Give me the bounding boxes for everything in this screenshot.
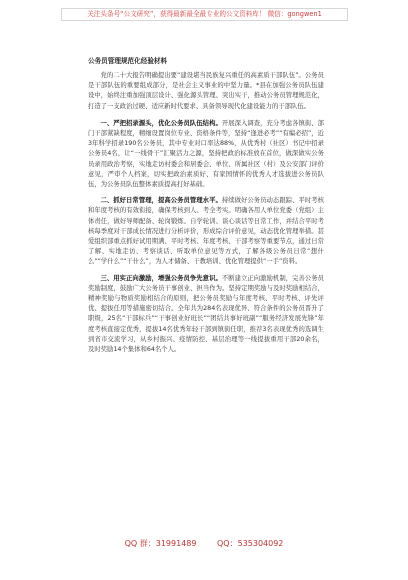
promo-banner-text[interactable]: 关注头条号“公文研究”，获得最新最全最专业的公文资料库！ 微信：gongwen1 [61, 8, 348, 21]
footer-qq-group: QQ 群：31991489 [124, 539, 197, 548]
footer-qq-number: QQ：535304092 [217, 539, 284, 548]
section-two-paragraph [88, 196, 324, 267]
document-title: 公务员管理规范化经验材料 [88, 57, 168, 65]
intro-paragraph-text: 党的二十大报告明确提出要“建设堪当民族复兴重任的高素质干部队伍”。公务员是干部队伍的重要组成部分，是社会主义事业的中坚力量。*县在加强公务员队伍建设中，始终注重加强顶层设计、强化源头管理、突出实干，推动公务员管理规范化，打造了一支政治过硬、适应新时代要求、具备领导现代化建设能力的干部队伍。 [88, 72, 324, 110]
section-three-text: 不断建立正向激励机制，完善公务员奖励制度，鼓励广大公务员干事创业、担当作为。坚持定期奖励与及时奖励相结合，精神奖励与物质奖励相结合的原则，把公务员奖励与年度考核、平时考核、评先评优、提拔任用等措施密切结合。全年共为284名表现优异、符合条件的公务员晋升了职级，25名“干部标兵”“干事创业好班长”“团结共事好班副”“服务经济发展先锋”年度考核直接定优秀，提拔14名优秀年轻干部到镇街任职，推荐3名表现优秀的选调生到省市交流学习，从乡村振兴、疫情防控、基层治理等一线提拔重用干部20余名，及时奖励14个集体和64名个人。 [88, 274, 324, 354]
section-one-heading: 一、严把招录源头，优化公务员队伍结构。 [100, 119, 222, 127]
section-three-paragraph [88, 274, 324, 356]
document-body [88, 56, 324, 357]
section-one-paragraph [88, 119, 324, 190]
section-two-text: 持续做好公务员动态跟踪、平时考核和年度考核的有效衔接，确保考核到人、考全考实。明确各用人单位党委（党组）主体责任，做好导师配备、轮岗锻炼、自学轮训、谈心谈话等日常工作，并结合平时考核每季度对干部成长情况进行分析评价，形成综合评价意见，动态优化管理举措。甚爱组织部重点抓好试用期满、平时考核、年度考核、干部考察等重要节点，通过日常了解、实地走访、考察谈话、听取单位意见等方式，了解各级公务员日常“想什么”“学什么”“干什么”，为人才储备、干教培训、优化管理提供“一手”资料。 [88, 197, 324, 266]
footer-contact [0, 536, 408, 552]
section-two-heading: 二、抓好日常管理，提高公务员管理水平。 [100, 197, 222, 205]
section-three-heading: 三、用实正向激励，增强公务员争先意识。 [100, 274, 222, 282]
intro-paragraph [88, 71, 324, 112]
top-banner [0, 0, 408, 32]
section-one-text: 开展深入调查，充分考虑各镇街、部门干部紧缺程度，精细设置岗位专业、资格条件等，坚持“逢进必考”“有编必招”，近3年科学招录190名公务员，其中专业对口率达88%，从优秀村（社区）书记中招录公务员4名，让“一线骨干”汇聚活力之源，坚持把政治标准放在首位，做深做实公务员录用政治考察，实地走访村委会和居委会、单位、所属社区（村）及公安部门评价意见，严审个人档案，切实把政治素质好、有家国情怀的优秀人才选拔进公务员队伍，为公务员队伍整体素质提高打好基础。 [88, 119, 324, 189]
